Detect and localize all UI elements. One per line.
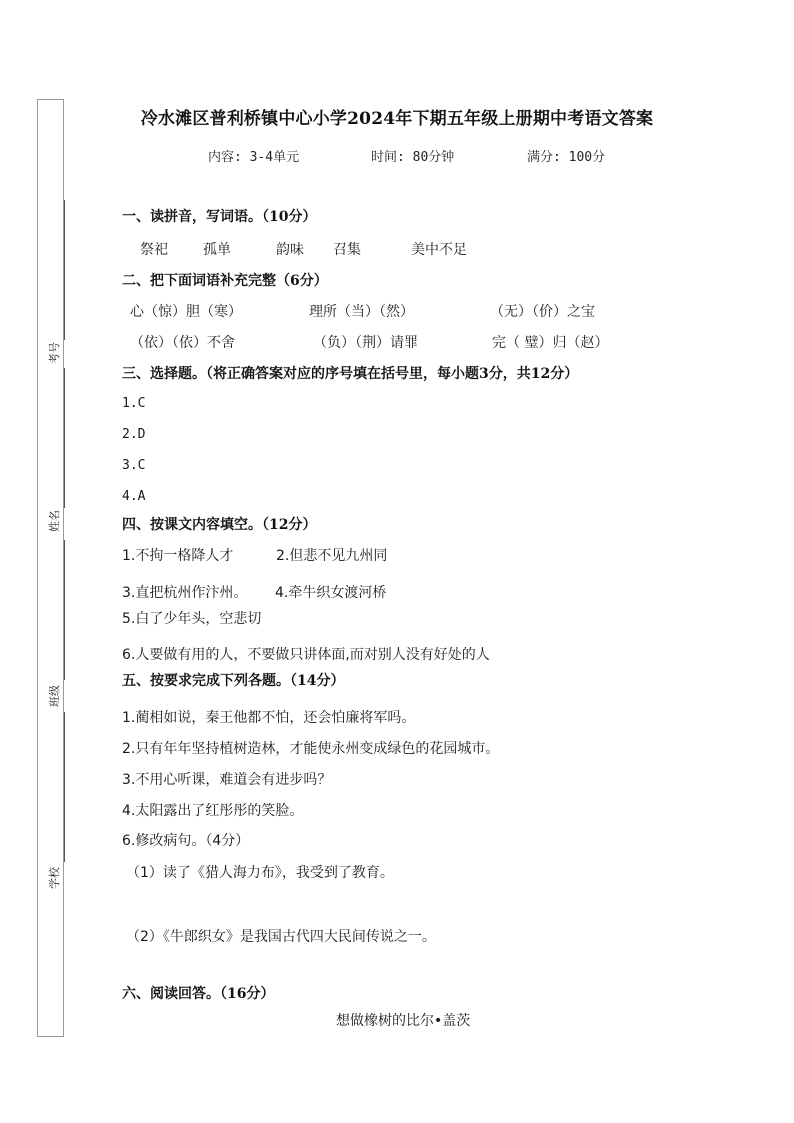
word-1: 祭祀 <box>140 242 168 258</box>
word-4: 召集 <box>333 242 361 258</box>
exam-no-line <box>64 200 65 340</box>
section-5-heading: 五、按要求完成下列各题。（14分） <box>122 673 345 689</box>
idiom-5: （负）（荆）请罪 <box>313 335 418 351</box>
fill-answer-3: 3.直把杭州作汴州。 <box>122 585 248 601</box>
idiom-6: 完（ 璧）归（赵） <box>492 335 609 351</box>
binding-margin <box>37 99 64 1037</box>
content-info: 内容: 3-4单元 <box>208 150 300 165</box>
time-info: 时间: 80分钟 <box>371 150 455 165</box>
school-label: 学校 <box>48 867 61 889</box>
choice-answer-1: 1.C <box>122 396 146 411</box>
page-title: 冷水滩区普利桥镇中心小学2024年下期五年级上册期中考语文答案 <box>140 109 654 129</box>
name-label: 姓名 <box>48 510 61 532</box>
word-2: 孤单 <box>203 242 231 258</box>
task-answer-1: 1.蔺相如说，秦王他都不怕，还会怕廉将军吗。 <box>122 710 416 726</box>
section-4-heading: 四、按课文内容填空。（12分） <box>122 517 317 533</box>
choice-answer-2: 2.D <box>122 427 146 442</box>
section-2-heading: 二、把下面词语补充完整（6分） <box>122 273 328 289</box>
idiom-4: （依）（依）不舍 <box>130 335 235 351</box>
choice-answer-3: 3.C <box>122 458 146 473</box>
class-line <box>64 540 65 680</box>
passage-title: 想做橡树的比尔•盖茨 <box>336 1013 471 1029</box>
section-6-heading: 六、阅读回答。（16分） <box>122 986 275 1002</box>
section-3-heading: 三、选择题。（将正确答案对应的序号填在括号里，每小题3分，共12分） <box>122 366 579 382</box>
task-answer-2: 2.只有年年坚持植树造林，才能使永州变成绿色的花园城市。 <box>122 741 500 757</box>
word-3: 韵味 <box>276 242 304 258</box>
fill-answer-1: 1.不拘一格降人才 <box>122 548 234 564</box>
class-label: 班级 <box>48 685 61 707</box>
name-line <box>64 368 65 508</box>
fill-answer-6: 6.人要做有用的人，不要做只讲体面,而对别人没有好处的人 <box>122 647 490 663</box>
task-answer-6-1: （1）读了《猎人海力布》，我受到了教育。 <box>126 865 394 881</box>
score-info: 满分: 100分 <box>527 150 606 165</box>
fill-answer-4: 4.牵牛织女渡河桥 <box>275 585 387 601</box>
school-line <box>64 712 65 862</box>
word-5: 美中不足 <box>411 242 467 258</box>
fill-answer-5: 5.白了少年头，空悲切 <box>122 611 262 627</box>
task-answer-3: 3.不用心听课，难道会有进步吗？ <box>122 772 332 788</box>
fill-answer-2: 2.但悲不见九州同 <box>276 548 388 564</box>
idiom-2: 理所（当）（然） <box>309 304 414 320</box>
section-1-heading: 一、读拼音，写词语。（10分） <box>122 209 317 225</box>
idiom-3: （无）（价）之宝 <box>490 304 595 320</box>
exam-no-label: 考号 <box>48 342 61 364</box>
task-answer-4: 4.太阳露出了红彤彤的笑脸。 <box>122 803 304 819</box>
idiom-1: 心（惊）胆（寒） <box>130 304 242 320</box>
choice-answer-4: 4.A <box>122 489 146 504</box>
task-answer-6: 6.修改病句。（4分） <box>122 833 250 849</box>
task-answer-6-2: （2）《牛郎织女》是我国古代四大民间传说之一。 <box>126 929 436 945</box>
